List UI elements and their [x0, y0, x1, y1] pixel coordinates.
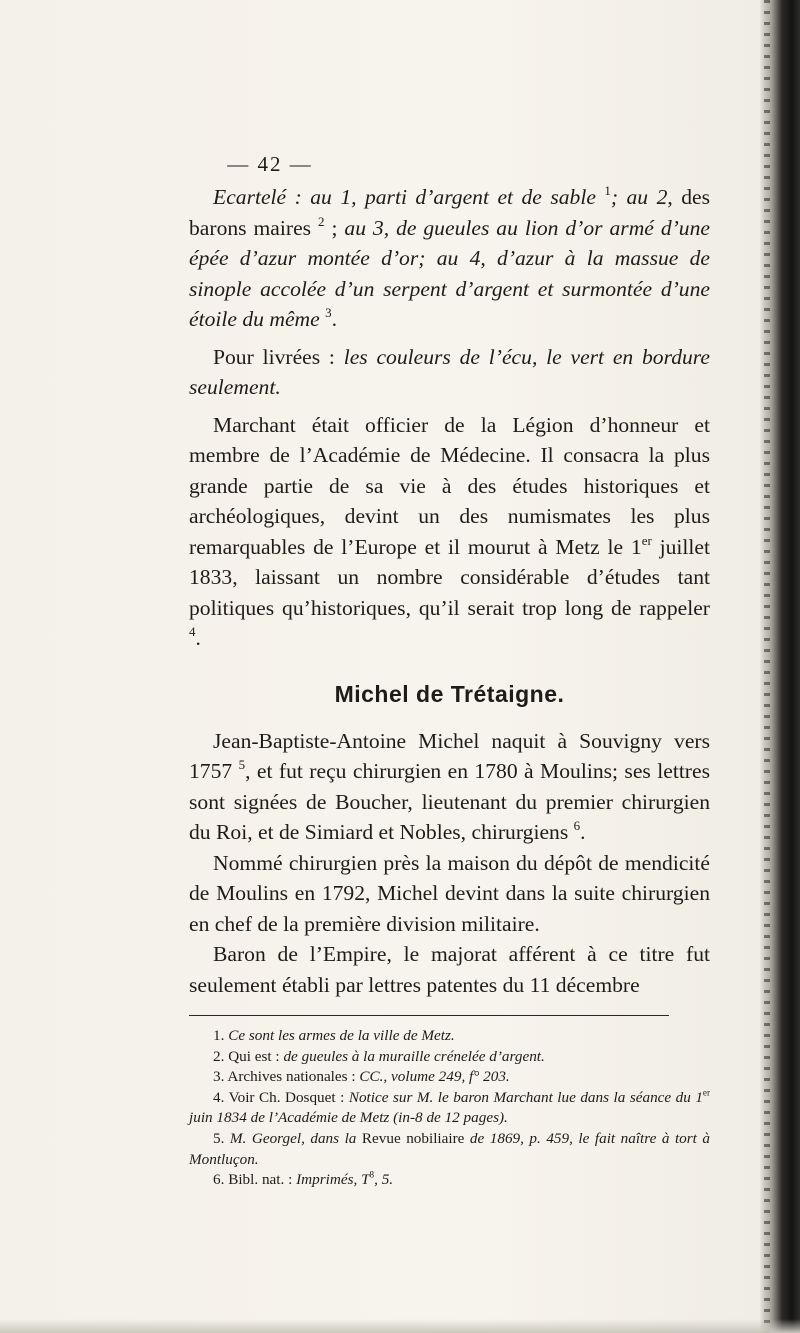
footnote-4-d: juin 1834 de l’Académie de Metz (in-8 de 12 pages). — [189, 1109, 508, 1127]
michel-e: . — [580, 820, 586, 844]
footnote-2-a: Qui est : — [228, 1047, 284, 1065]
blazon-c: , parti d’argent et de sable — [351, 185, 605, 209]
footnote-6 — [189, 1170, 710, 1191]
footnote-6-d: , 5. — [374, 1171, 394, 1189]
footnote-ref-1: 1 — [604, 182, 611, 198]
page-bottom-shadow — [0, 1319, 800, 1333]
footnote-5-c: de 1869, p. 459, le fait naître à tort à Montluçon. — [189, 1129, 710, 1168]
footnote-4 — [189, 1088, 710, 1129]
footnote-6-sup: 8 — [369, 1169, 375, 1180]
marchant-c: juillet 1833, laissant un nombre considérable d’études tant politiques qu’historiques, qu’il serait trop long de rappeler — [189, 534, 710, 620]
footnote-5-num: 5. — [213, 1129, 230, 1147]
blazon-i: ; — [324, 215, 345, 240]
footnote-4-b: Notice sur M. le baron Marchant lue dans la séance du 1 — [348, 1088, 703, 1106]
blazon-f: 2 — [656, 185, 668, 209]
footnote-3-a: Archives nationales : — [227, 1068, 360, 1086]
footnote-ref-4: 4 — [189, 623, 196, 639]
footnotes — [189, 1026, 710, 1191]
footnote-1-num: 1. — [213, 1027, 229, 1044]
paragraph-blazon — [189, 182, 710, 335]
footnote-separator — [189, 1015, 669, 1016]
footnote-6-b: Imprimés, T — [296, 1171, 370, 1189]
footnote-2 — [189, 1047, 710, 1068]
blazon-e: ; au — [610, 185, 649, 209]
footnote-4-er: er — [702, 1087, 710, 1098]
paragraph-michel-baron: Baron de l’Empire, le majorat afférent à ce titre fut seulement établi par lettres patentes du 11 décembre — [189, 942, 710, 997]
paragraph-livrees — [189, 342, 710, 403]
paragraph-michel-career: Nommé chirurgien près la maison du dépôt de mendicité de Moulins en 1792, Michel devint dans la suite chirurgien en chef de la première division militaire. — [189, 850, 710, 936]
blazon-j: au 3, de gueules au lion d’or armé d’une épée d’azur montée d’or; au 4, d’azur à la massue de sinople accolée d’un serpent d’argent et surmontée d’une étoile du même — [189, 215, 710, 331]
marchant-a: Marchant était officier de la Légion d’honneur et membre de l’Académie de Médecine. Il consacra la plus grande partie de sa vie à des études historiques et archéologiques, devint un des numismates les plus remarquables de l’Europe et il mourut à Metz le 1 — [189, 412, 710, 559]
footnote-2-num: 2. — [213, 1047, 229, 1065]
footnote-4-num: 4. — [213, 1088, 229, 1106]
footnote-2-b: de gueules à la muraille crénelée d’argent. — [283, 1047, 545, 1065]
footnote-ref-2: 2 — [318, 213, 325, 229]
blazon-b: 1 — [340, 185, 352, 209]
footnote-6-a: Bibl. nat. : — [228, 1171, 297, 1189]
livrees-a: Pour livrées : — [213, 344, 344, 369]
footnote-3-num: 3. — [213, 1068, 228, 1086]
marchant-e: . — [195, 626, 201, 650]
book-edge-shadow — [760, 0, 800, 1333]
footnote-1 — [189, 1026, 710, 1047]
footnote-3-b: CC., volume 249, f° 203. — [359, 1068, 510, 1086]
blazon-g: , des barons maires — [189, 185, 710, 240]
footnote-ref-5: 5 — [238, 756, 246, 772]
main-text — [189, 182, 710, 1191]
paragraph-marchant — [189, 410, 710, 654]
marchant-er: er — [641, 532, 652, 548]
paragraph-michel-birth — [189, 726, 710, 848]
michel-c: , et fut reçu chirurgien en 1780 à Moulins; ses lettres sont signées de Boucher, lieutenant du premier chirurgien du Roi, et de Simiard et Nobles, chirurgiens — [189, 759, 710, 844]
footnote-4-a: Voir Ch. Dosquet : — [228, 1088, 349, 1106]
footnote-6-num: 6. — [213, 1171, 229, 1189]
footnote-5 — [189, 1129, 710, 1170]
footnote-5-a: M. Georgel, dans la — [229, 1129, 362, 1147]
footnote-5-b: Revue nobiliaire — [361, 1129, 465, 1147]
footnote-1-text: Ce sont les armes de la ville de Metz. — [228, 1027, 455, 1044]
footnote-ref-6: 6 — [573, 817, 581, 833]
michel-a: Jean-Baptiste-Antoine Michel naquit à Souvigny vers 1757 — [189, 728, 710, 783]
footnote-3 — [189, 1067, 710, 1088]
page-number: — 42 — — [227, 152, 313, 176]
footnote-ref-3: 3 — [325, 304, 332, 320]
blazon-a: Ecartelé : au — [213, 185, 341, 209]
section-heading: Michel de Trétaigne. — [334, 680, 565, 707]
blazon-l: . — [331, 307, 338, 331]
livrees-b: les couleurs de l’écu, le vert en bordure seulement. — [189, 344, 710, 399]
